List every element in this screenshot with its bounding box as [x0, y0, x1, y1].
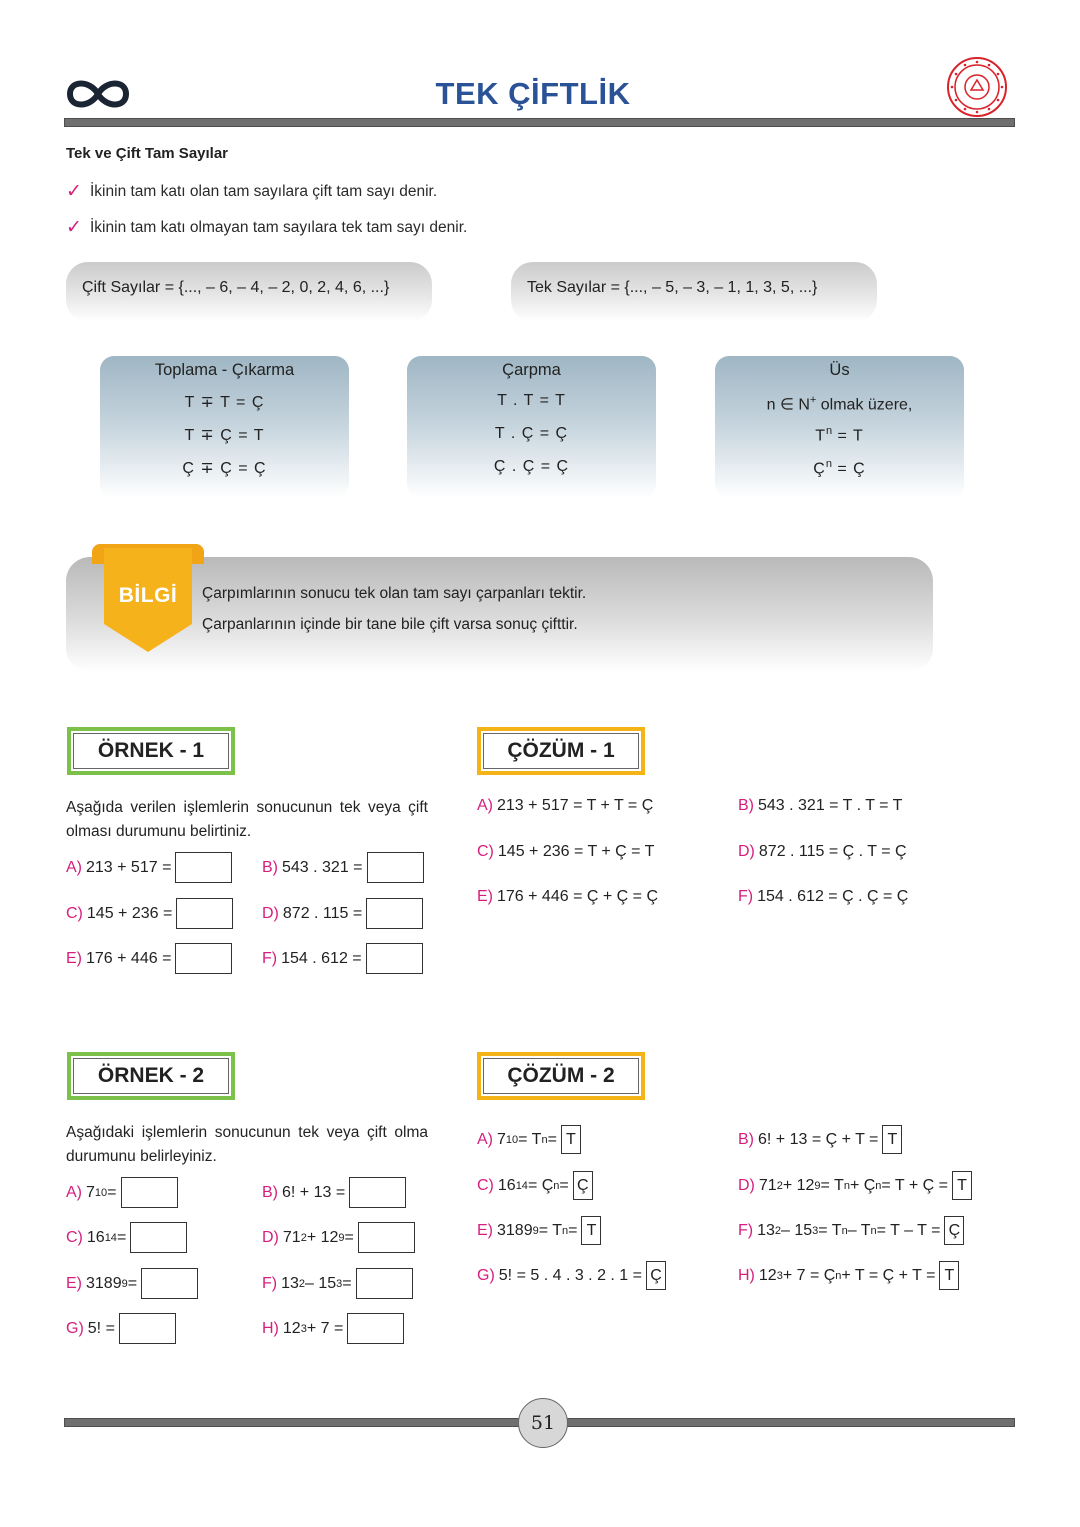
example-2-item-e: E) 3189 9 = [66, 1268, 198, 1299]
pow-rule-card [715, 356, 964, 498]
solution-2-item-a: A) 7 10 = T n = T [477, 1125, 581, 1154]
example-2-item-d: D) 71 2 + 12 9 = [262, 1222, 415, 1253]
solution-1-item-f: F) 154 . 612 = Ç . Ç = Ç [738, 888, 909, 905]
section-heading: Tek ve Çift Tam Sayılar [66, 145, 229, 162]
answer-box[interactable] [121, 1177, 178, 1208]
example-1-item-c: C) 145 + 236 = [66, 898, 233, 929]
solution-1-item-e: E) 176 + 446 = Ç + Ç = Ç [477, 888, 658, 905]
solution-1-item-c: C) 145 + 236 = T + Ç = T [477, 843, 655, 860]
example-2-item-b: B) 6! + 13 = [262, 1177, 406, 1208]
rule-line: T . Ç = Ç [494, 425, 569, 442]
answer-box: T [939, 1261, 959, 1290]
solution-2-item-c: C) 16 14 = Ç n = Ç [477, 1171, 593, 1200]
rule-card-title: Çarpma [502, 361, 561, 379]
solution-2-tag: ÇÖZÜM - 2 [477, 1052, 645, 1100]
check-item [66, 216, 467, 239]
example-1-item-e: E) 176 + 446 = [66, 943, 232, 974]
mult-rule-card [407, 356, 656, 498]
answer-box: Ç [944, 1216, 964, 1245]
rule-condition: n ∈ N+ olmak üzere, [766, 394, 913, 414]
answer-box[interactable] [175, 852, 232, 883]
rule-line: Ç ∓ Ç = Ç [182, 460, 267, 477]
answer-box[interactable] [130, 1222, 187, 1253]
solution-1-item-d: D) 872 . 115 = Ç . T = Ç [738, 843, 907, 860]
answer-box[interactable] [347, 1313, 404, 1344]
example-2-prompt: Aşağıdaki işlemlerin sonucunun tek veya çift olma durumunu belirleyiniz. [66, 1124, 428, 1165]
solution-2-item-b: B) 6! + 13 = Ç + T = T [738, 1125, 902, 1154]
example-2-item-f: F) 13 2 – 15 3 = [262, 1268, 413, 1299]
info-line: Çarpanlarının içinde bir tane bile çift varsa sonuç çifttir. [202, 616, 578, 633]
solution-2-item-g: G) 5! = 5 . 4 . 3 . 2 . 1 = Ç [477, 1261, 666, 1290]
check-mark-icon: ✓ [66, 181, 82, 202]
page-title: TEK ÇİFTLİK [435, 76, 631, 111]
info-badge-label: BİLGİ [118, 584, 178, 607]
ministry-seal-icon [946, 56, 1008, 118]
page-number: 51 [518, 1398, 568, 1448]
even-set-text: Çift Sayılar = {..., – 6, – 4, – 2, 0, 2, 4, 6, ...} [82, 279, 390, 296]
example-1-item-f: F) 154 . 612 = [262, 943, 423, 974]
solution-2-item-h: H) 12 3 + 7 = Ç n + T = Ç + T = T [738, 1261, 959, 1290]
example-2-item-g: G) 5! = [66, 1313, 176, 1344]
example-2-item-c: C) 16 14 = [66, 1222, 187, 1253]
check-text: İkinin tam katı olan tam sayılara çift tam sayı denir. [90, 182, 438, 200]
example-1-item-a: A) 213 + 517 = [66, 852, 232, 883]
rule-line: T ∓ T = Ç [184, 394, 265, 411]
answer-box: Ç [573, 1171, 593, 1200]
even-set-box [66, 262, 432, 322]
solution-2-item-d: D) 71 2 + 12 9 = T n + Ç n = T + Ç = T [738, 1171, 972, 1200]
rule-line: T . T = T [497, 392, 566, 409]
rule-line: $Ç^n$ = Ç [813, 458, 866, 478]
solution-1-item-b: B) 543 . 321 = T . T = T [738, 797, 903, 814]
header-rule [64, 118, 1015, 127]
answer-box[interactable] [141, 1268, 198, 1299]
odd-set-text: Tek Sayılar = {..., – 5, – 3, – 1, 1, 3, 5, ...} [527, 279, 818, 296]
answer-box: T [952, 1171, 972, 1200]
example-1-prompt: Aşağıda verilen işlemlerin sonucunun tek veya çift olması durumunu belirtiniz. [66, 799, 428, 840]
answer-box[interactable] [367, 852, 424, 883]
check-mark-icon: ✓ [66, 217, 82, 238]
example-1-item-b: B) 543 . 321 = [262, 852, 424, 883]
solution-2-item-e: E) 3189 9 = T n = T [477, 1216, 601, 1245]
rule-line: Ç . Ç = Ç [493, 458, 570, 475]
example-2-item-h: H) 12 3 + 7 = [262, 1313, 404, 1344]
check-item [66, 180, 437, 203]
answer-box: T [581, 1216, 601, 1245]
answer-box[interactable] [175, 943, 232, 974]
example-1-item-d: D) 872 . 115 = [262, 898, 423, 929]
example-2-tag: ÖRNEK - 2 [67, 1052, 235, 1100]
info-panel [66, 557, 933, 672]
info-line: Çarpımlarının sonucu tek olan tam sayı çarpanları tektir. [202, 585, 587, 602]
answer-box[interactable] [119, 1313, 176, 1344]
check-text: İkinin tam katı olmayan tam sayılara tek tam sayı denir. [90, 218, 468, 236]
add-sub-rule-card [100, 356, 349, 498]
rule-line: T ∓ Ç = T [184, 427, 265, 444]
answer-box[interactable] [349, 1177, 406, 1208]
example-1-tag: ÖRNEK - 1 [67, 727, 235, 775]
rule-card-title: Toplama - Çıkarma [154, 361, 295, 379]
answer-box[interactable] [366, 898, 423, 929]
answer-box[interactable] [366, 943, 423, 974]
example-2-item-a: A) 7 10 = [66, 1177, 178, 1208]
answer-box: Ç [646, 1261, 666, 1290]
answer-box[interactable] [358, 1222, 415, 1253]
answer-box[interactable] [356, 1268, 413, 1299]
answer-box: T [882, 1125, 902, 1154]
solution-1-item-a: A) 213 + 517 = T + T = Ç [477, 797, 654, 814]
answer-box[interactable] [176, 898, 233, 929]
solution-1-tag: ÇÖZÜM - 1 [477, 727, 645, 775]
rule-card-title: Üs [829, 361, 850, 379]
rule-line: $T^n = T$ [815, 425, 864, 445]
odd-set-box [511, 262, 877, 322]
answer-box: T [561, 1125, 581, 1154]
solution-2-item-f: F) 13 2 – 15 3 = T n – T n = T – T = Ç [738, 1216, 964, 1245]
